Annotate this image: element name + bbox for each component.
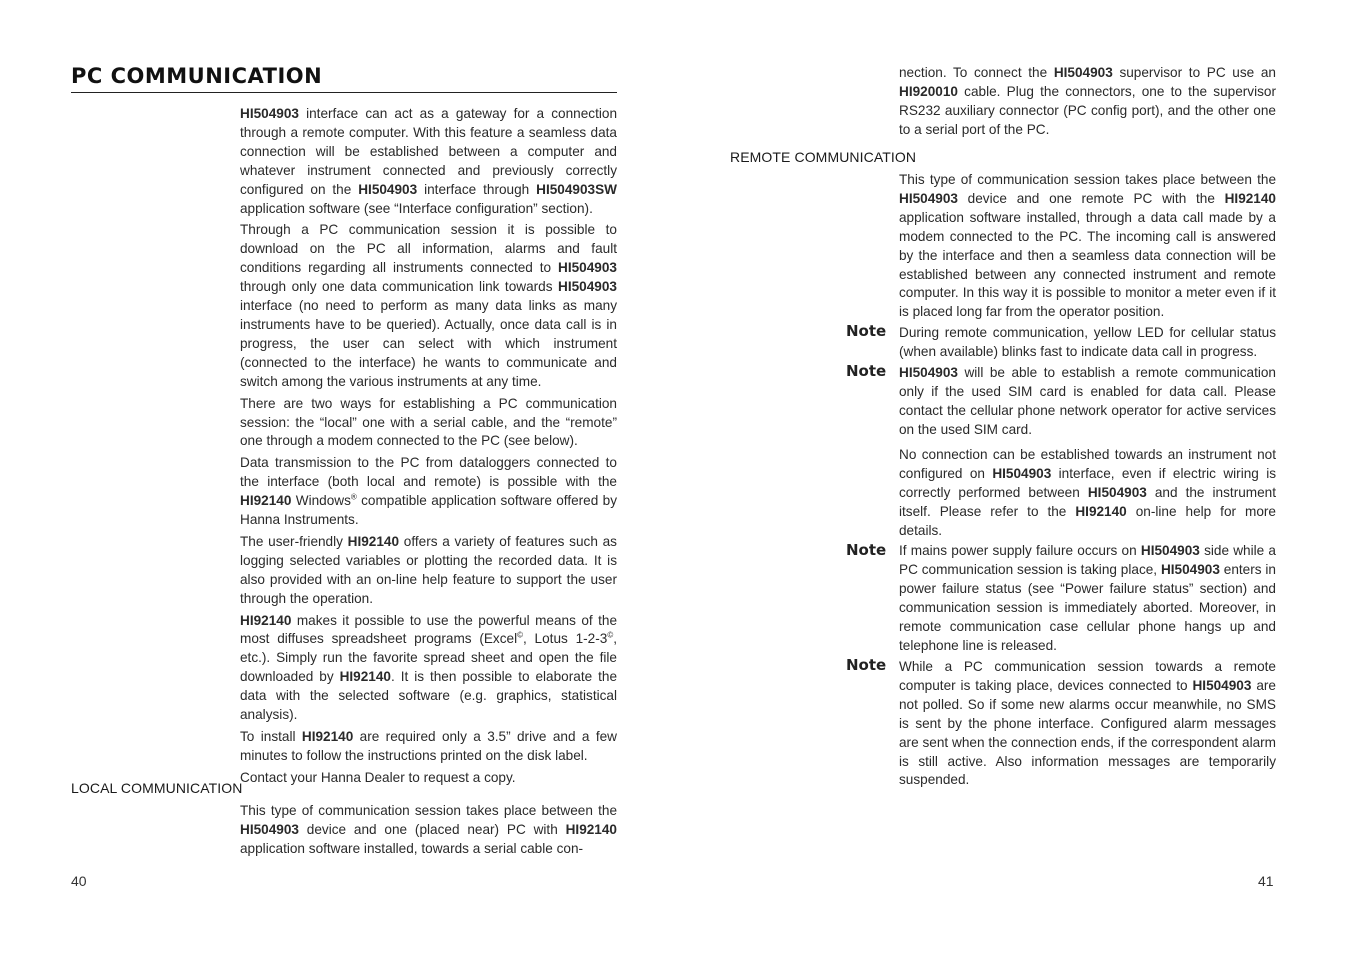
remote-paragraph: This type of communication session takes place between the HI504903 device and one remote PC with the HI92140 application software installed, through a data call made by a modem connected to the PC. The incoming call is answered by the interface and then a seamless data connection will be established between any connected instrument and remote computer. In this way it is possible to monitor a meter even if it is placed long far from the operator position. (899, 172, 1276, 320)
continuation-column (899, 64, 1276, 143)
intro-paragraph-5: The user-friendly HI92140 offers a variety of features such as logging selected variables or plotting the recorded data. It is also provided with an on-line help feature to support the user through the operation. (240, 533, 617, 606)
intro-paragraph-7: To install HI92140 are required only a 3.5” drive and a few minutes to follow the instructions printed on the disk label. (240, 729, 617, 763)
note-4 (899, 658, 1276, 793)
local-column (240, 802, 617, 862)
local-communication-heading: LOCAL COMMUNICATION (71, 780, 243, 796)
remote-column (899, 171, 1276, 325)
page-number-left: 40 (71, 873, 87, 889)
remote-communication-heading: REMOTE COMMUNICATION (730, 149, 917, 165)
intro-paragraph-3: There are two ways for establishing a PC communication session: the “local” one with a serial cable, and the “remote” one through a modem connected to the PC (see below). (240, 395, 617, 449)
intro-paragraph-4: Data transmission to the PC from dataloggers connected to the interface (both local and remote) is possible with the HI92140 Windows® compatible application software offered by Hanna Instruments. (240, 455, 617, 528)
note-1-text: During remote communication, yellow LED for cellular status (when available) blinks fast to indicate data call in progress. (899, 325, 1276, 359)
page-number-right: 41 (1258, 873, 1274, 889)
intro-paragraph-8: Contact your Hanna Dealer to request a copy. (240, 769, 516, 785)
note-3 (899, 542, 1276, 658)
no-connection-column (899, 446, 1276, 544)
no-connection-paragraph: No connection can be established towards an instrument not configured on HI504903 interface, even if electric wiring is correctly performed between HI504903 and the instrument itself. Please refer to the HI92140 on-line help for more details. (899, 447, 1277, 538)
intro-paragraph-6: HI92140 makes it possible to use the powerful means of the most diffuses spreadsheet programs (Excel©, Lotus 1-2-3©, etc.). Simply run the favorite spread sheet and open the file downloaded by HI92140. It is then possible to elaborate the data with the selected software (e.g. graphics, statistical analysis). (240, 612, 617, 723)
page-title: PC COMMUNICATION (71, 64, 617, 93)
local-paragraph: This type of communication session takes place between the HI504903 device and one (placed near) PC with HI92140 application software installed, towards a serial cable con- (240, 803, 617, 856)
note-label-3: Note (846, 541, 887, 559)
note-2 (899, 364, 1276, 443)
note-4-text: While a PC communication session towards a remote computer is taking place, devices connected to HI504903 are not polled. So if some new alarms occur meanwhile, no SMS is sent by the phone interface. Configured alarm messages are sent when the connection ends, if the correspondent alarm is still active. Also information messages are temporarily suspended. (899, 659, 1276, 788)
note-label-1: Note (846, 322, 887, 340)
note-2-text: HI504903 will be able to establish a remote communication only if the used SIM card is enabled for data call. Please contact the cellular phone network operator for active services on the used SIM card. (899, 365, 1276, 437)
right-page (676, 0, 1351, 954)
note-3-text: If mains power supply failure occurs on HI504903 side while a PC communication session is taking place, HI504903 enters in power failure status (see “Power failure status” section) and communication session is immediately aborted. Moreover, in remote communication case cellular phone hangs up and telephone line is released. (899, 543, 1276, 653)
note-1 (899, 324, 1276, 365)
note-label-2: Note (846, 362, 887, 380)
note-label-4: Note (846, 656, 887, 674)
intro-paragraph-1: HI504903 interface can act as a gateway for a connection through a remote computer. With this feature a seamless data connection will be established between a computer and whatever instrument connected and previously correctly configured on the HI504903 interface through HI504903SW application software (see “Interface configuration” section). (240, 106, 617, 216)
continuation-paragraph: nection. To connect the HI504903 supervisor to PC use an HI920010 cable. Plug the connectors, one to the supervisor RS232 auxiliary connector (PC config port), and the other one to a serial port of the PC. (899, 65, 1276, 137)
intro-column (240, 105, 617, 791)
intro-paragraph-2: Through a PC communication session it is possible to download on the PC all information, alarms and fault conditions regarding all instruments connected to HI504903 through only one data communication link towards HI504903 interface (no need to perform as many data links as many instruments have to be queried). Actually, once data call is in progress, the user can select with which instrument (connected to the interface) he wants to communicate and switch among the various instruments at any time. (240, 222, 617, 389)
